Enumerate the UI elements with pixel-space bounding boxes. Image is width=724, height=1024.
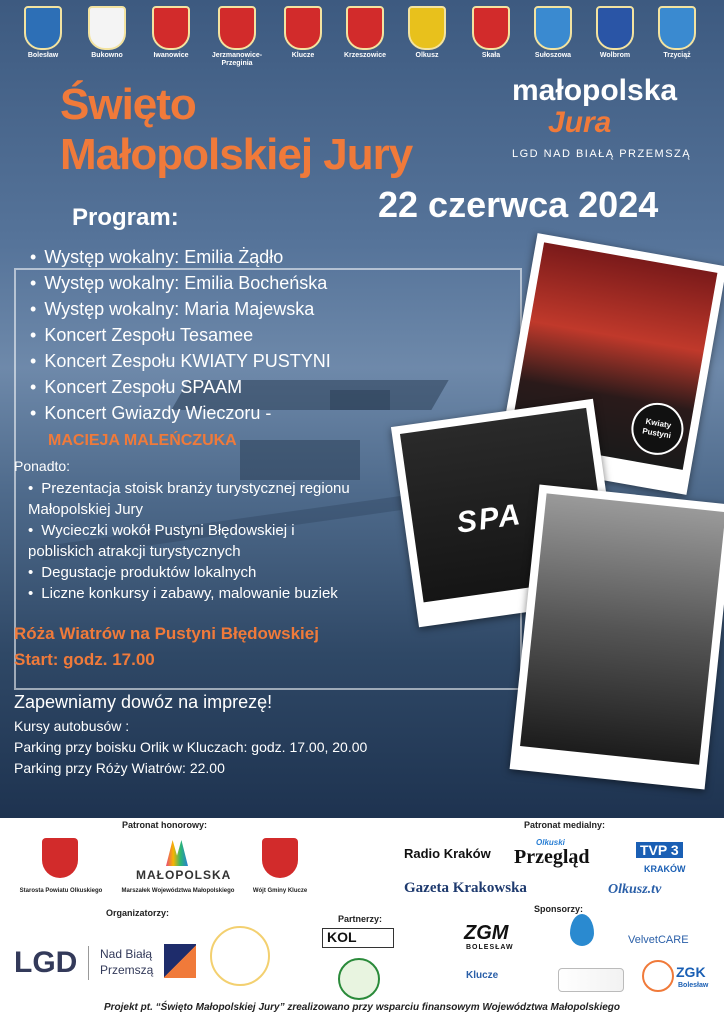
extras-item: • Wycieczki wokół Pustyni Błędowskiej i pobliskich atrakcji turystycznych <box>28 520 358 562</box>
sponsors-footer <box>0 818 724 1024</box>
extras-item: • Prezentacja stoisk branży turystycznej regionu Małopolskiej Jury <box>28 478 358 520</box>
crest-icon <box>534 6 572 50</box>
program-item: • Koncert Zespołu KWIATY PUSTYNI <box>30 348 331 374</box>
honor-starosta: Starosta Powiatu Olkuskiego <box>19 888 103 894</box>
crest-icon <box>24 6 62 50</box>
venue: Róża Wiatrów na Pustyni Błędowskiej <box>14 624 319 643</box>
klucze-crest-icon <box>262 838 298 878</box>
olkusz-tv-logo: Olkusz.tv <box>608 882 662 897</box>
title-line2: Małopolskiej Jury <box>60 130 413 179</box>
olkuski-label: Olkuski <box>536 838 565 847</box>
velvetcare-logo: VelvetCARE <box>628 934 689 946</box>
program-heading: Program: <box>72 204 179 231</box>
funding-note: Projekt pt. “Święto Małopolskiej Jury” zrealizowano przy wsparciu finansowym Województwa Małopolskiego <box>103 1002 621 1013</box>
sponsors-heading: Sponsorzy: <box>534 904 584 914</box>
crest-icon <box>284 6 322 50</box>
zgm-sub: BOLESŁAW <box>466 944 514 951</box>
org-heading: Organizatorzy: <box>106 908 170 918</box>
headliner-photo <box>510 485 724 790</box>
program-item: • Występ wokalny: Maria Majewska <box>30 296 331 322</box>
crest-olkusz: Olkusz <box>396 6 458 60</box>
powiat-crest-icon <box>42 838 78 878</box>
crest-boleslaw: Bolesław <box>12 6 74 60</box>
start-time: Start: godz. 17.00 <box>14 650 155 669</box>
zgk-sun-icon <box>642 960 674 992</box>
honor-wojt: Wójt Gminy Klucze <box>252 888 308 894</box>
program-item: • Koncert Zespołu Tesamee <box>30 322 331 348</box>
bus-line: Parking przy Róży Wiatrów: 22.00 <box>14 760 225 776</box>
crest-bukowno: Bukowno <box>76 6 138 60</box>
program-item: • Występ wokalny: Emilia Bocheńska <box>30 270 331 296</box>
lgd-logo: LGD <box>14 946 78 979</box>
program-list <box>30 244 331 426</box>
event-date: 22 czerwca 2024 <box>378 184 659 225</box>
tvp3-krakow: KRAKÓW <box>644 864 686 874</box>
extras-item: • Liczne konkursy i zabawy, malowanie buziek <box>28 583 358 604</box>
crest-jerzmanowice: Jerzmanowice-Przeginia <box>206 6 268 68</box>
extras-list <box>28 478 358 604</box>
spaam-logo: SPA <box>454 497 525 540</box>
program-item: • Koncert Zespołu SPAAM <box>30 374 331 400</box>
partner-seal-icon <box>338 958 380 1000</box>
crest-trzyciaz: Trzyciąż <box>646 6 708 60</box>
brand-subtitle: LGD NAD BIAŁĄ PRZEMSZĄ <box>512 148 692 160</box>
gazeta-krakowska-logo: Gazeta Krakowska <box>404 880 527 896</box>
extras-item: • Degustacje produktów lokalnych <box>28 562 358 583</box>
zgk-sub: Bolesław <box>678 982 709 989</box>
crest-icon <box>152 6 190 50</box>
media-heading: Patronat medialny: <box>524 820 606 830</box>
crest-suloszowa: Sułoszowa <box>522 6 584 60</box>
crest-wolbrom: Wolbrom <box>584 6 646 60</box>
crest-icon <box>88 6 126 50</box>
crest-icon <box>596 6 634 50</box>
bus-line: Parking przy boisku Orlik w Kluczach: godz. 17.00, 20.00 <box>14 739 368 755</box>
brand-malopolska: małopolska <box>512 74 678 107</box>
water-drop-icon <box>570 914 594 946</box>
honor-marszalek: Marszałek Województwa Małopolskiego <box>121 888 235 894</box>
przeglad-logo: Przegląd <box>514 846 590 868</box>
crest-icon <box>218 6 256 50</box>
malopolska-icon <box>166 840 188 866</box>
kol-logo: KOL <box>322 928 394 948</box>
program-item: • Występ wokalny: Emilia Żądło <box>30 244 331 270</box>
headliner-name: MACIEJA MALEŃCZUKA <box>48 432 237 449</box>
crest-krzeszowice: Krzeszowice <box>334 6 396 60</box>
crest-klucze: Klucze <box>272 6 334 60</box>
crest-icon <box>472 6 510 50</box>
lgd-mark-icon <box>164 944 196 978</box>
lgd-name: Nad Białą Przemszą <box>100 947 154 977</box>
crest-iwanowice: Iwanowice <box>140 6 202 60</box>
bus-heading: Kursy autobusów : <box>14 718 130 734</box>
ponadto-heading: Ponadto: <box>14 458 71 474</box>
lgd-divider <box>88 946 89 980</box>
crest-icon <box>408 6 446 50</box>
band-banner: Kwiaty Pustyni <box>627 399 687 459</box>
honor-heading: Patronat honorowy: <box>122 820 207 830</box>
municipality-crests <box>0 6 724 72</box>
crest-icon <box>658 6 696 50</box>
klucze-sponsor-logo: Klucze <box>466 970 499 981</box>
tvp3-logo: TVP 3 <box>636 842 683 858</box>
zgk-logo: ZGK <box>676 964 706 980</box>
headliner-photo-image <box>520 493 724 764</box>
zgm-logo: ZGM <box>464 922 509 944</box>
gok-logo-icon <box>210 926 270 986</box>
crest-skala: Skała <box>460 6 522 60</box>
transport-heading: Zapewniamy dowóz na imprezę! <box>14 692 273 712</box>
crest-icon <box>346 6 384 50</box>
sponsor-badge-icon <box>558 968 624 992</box>
radio-krakow-logo: Radio Kraków <box>404 846 491 861</box>
partners-heading: Partnerzy: <box>338 914 383 924</box>
malopolska-logo: MAŁOPOLSKA <box>136 868 232 882</box>
program-item: • Koncert Gwiazdy Wieczoru - <box>30 400 331 426</box>
title-line1: Święto <box>60 80 196 129</box>
brand-jura: Jura <box>548 106 612 139</box>
